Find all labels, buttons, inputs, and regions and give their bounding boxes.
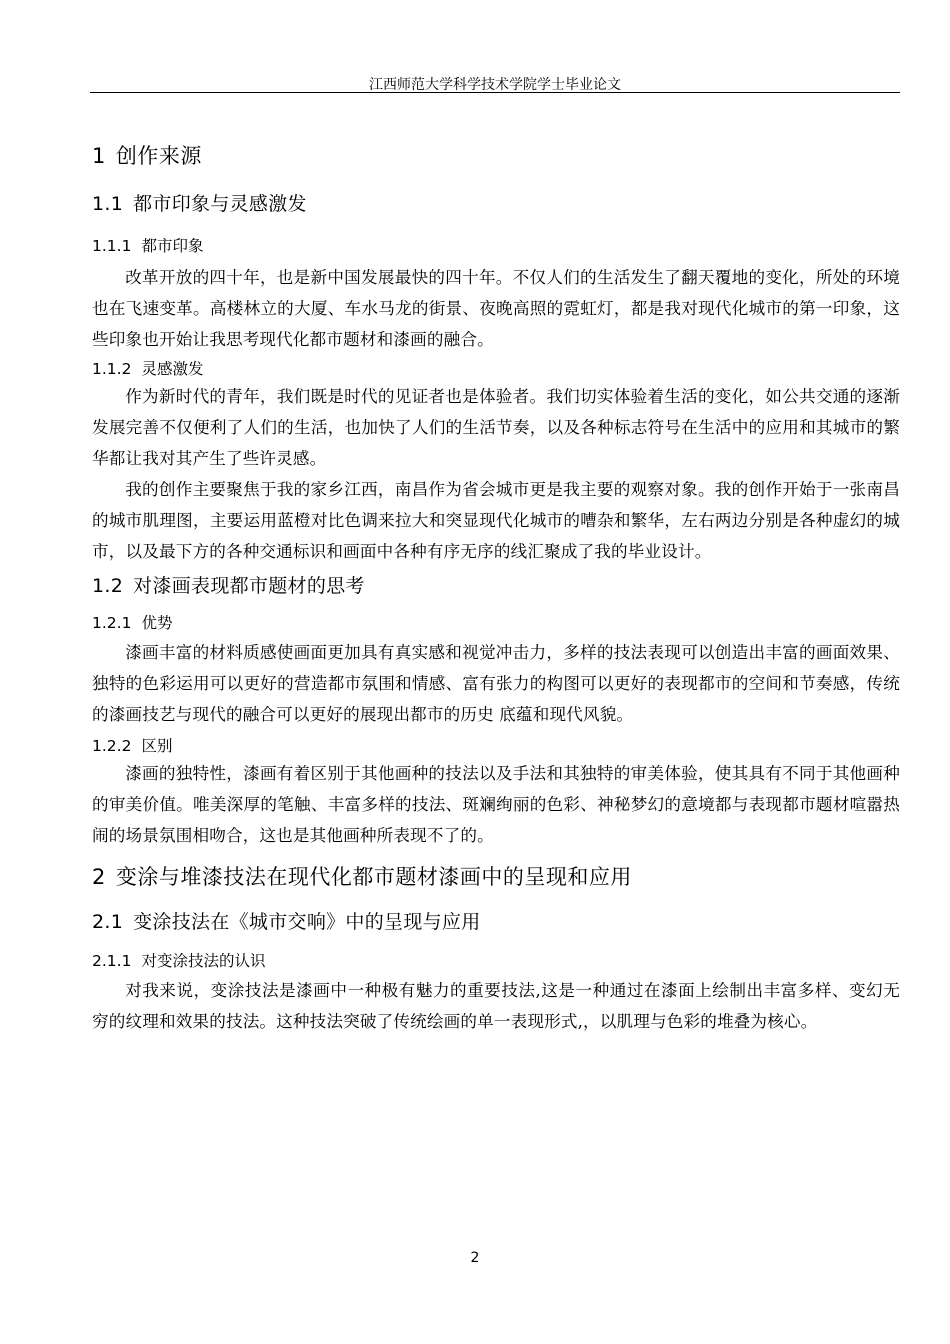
- section-number: 2: [92, 865, 106, 889]
- subsection-heading-1-2: [92, 571, 900, 601]
- page-number: 2: [470, 1250, 480, 1266]
- document-body: [92, 140, 900, 1037]
- item-heading-2-1-1: [92, 949, 900, 973]
- item-title: 灵感激发: [141, 360, 204, 378]
- section-heading-1: [92, 140, 900, 172]
- item-title: 对变涂技法的认识: [141, 952, 266, 970]
- paragraph: 对我来说，变涂技法是漆画中一种极有魅力的重要技法,这是一种通过在漆面上绘制出丰富多样、变幻无穷的纹理和效果的技法。这种技法突破了传统绘画的单一表现形式,，以肌理与色彩的堆叠为核心。: [92, 981, 900, 1031]
- item-heading-1-1-2: [92, 357, 900, 381]
- paragraph: 改革开放的四十年，也是新中国发展最快的四十年。不仅人们的生活发生了翻天覆地的变化，所处的环境也在飞速变革。高楼林立的大厦、车水马龙的街景、夜晚高照的霓虹灯，都是我对现代化城市的第一印象，这些印象也开始让我思考现代化都市题材和漆画的融合。: [92, 268, 900, 349]
- item-title: 优势: [141, 614, 173, 632]
- subsection-number: 2.1: [92, 911, 124, 933]
- item-heading-1-2-2: [92, 734, 900, 758]
- paragraph: 漆画丰富的材料质感使画面更加具有真实感和视觉冲击力，多样的技法表现可以创造出丰富的画面效果、独特的色彩运用可以更好的营造都市氛围和情感、富有张力的构图可以更好的表现都市的空间和节奏感，传统的漆画技艺与现代的融合可以更好的展现出都市的历史 底蕴和现代风貌。: [92, 643, 900, 724]
- section-number: 1: [92, 144, 106, 168]
- item-number: 1.1.2: [92, 360, 132, 378]
- subsection-title: 都市印象与灵感激发: [133, 193, 307, 215]
- running-header: 江西师范大学科学技术学院学士毕业论文: [369, 77, 621, 93]
- item-heading-1-2-1: [92, 611, 900, 635]
- subsection-number: 1.1: [92, 193, 124, 215]
- subsection-title: 对漆画表现都市题材的思考: [133, 575, 365, 597]
- subsection-number: 1.2: [92, 575, 124, 597]
- paragraph: 我的创作主要聚焦于我的家乡江西，南昌作为省会城市更是我主要的观察对象。我的创作开始于一张南昌的城市肌理图，主要运用蓝橙对比色调来拉大和突显现代化城市的嘈杂和繁华，左右两边分别是各种虚幻的城市，以及最下方的各种交通标识和画面中各种有序无序的线汇聚成了我的毕业设计。: [92, 480, 900, 561]
- subsection-heading-2-1: [92, 907, 900, 937]
- paragraph: 作为新时代的青年，我们既是时代的见证者也是体验者。我们切实体验着生活的变化，如公共交通的逐渐发展完善不仅便利了人们的生活，也加快了人们的生活节奏，以及各种标志符号在生活中的应用和其城市的繁华都让我对其产生了些许灵感。: [92, 387, 900, 468]
- section-title: 变涂与堆漆技法在现代化都市题材漆画中的呈现和应用: [115, 865, 632, 889]
- item-heading-1-1-1: [92, 234, 900, 258]
- item-number: 2.1.1: [92, 952, 132, 970]
- item-number: 1.2.2: [92, 737, 132, 755]
- header-rule: [90, 92, 900, 93]
- paragraph: 漆画的独特性，漆画有着区别于其他画种的技法以及手法和其独特的审美体验，使其具有不同于其他画种的审美价值。唯美深厚的笔触、丰富多样的技法、斑斓绚丽的色彩、神秘梦幻的意境都与表现都市题材喧嚣热闹的场景氛围相吻合，这也是其他画种所表现不了的。: [92, 764, 900, 845]
- item-number: 1.1.1: [92, 237, 132, 255]
- item-title: 区别: [141, 737, 173, 755]
- section-heading-2: [92, 861, 900, 893]
- subsection-title: 变涂技法在《城市交响》中的呈现与应用: [133, 911, 481, 933]
- subsection-heading-1-1: [92, 189, 900, 219]
- section-title: 创作来源: [115, 144, 202, 168]
- item-title: 都市印象: [141, 237, 204, 255]
- item-number: 1.2.1: [92, 614, 132, 632]
